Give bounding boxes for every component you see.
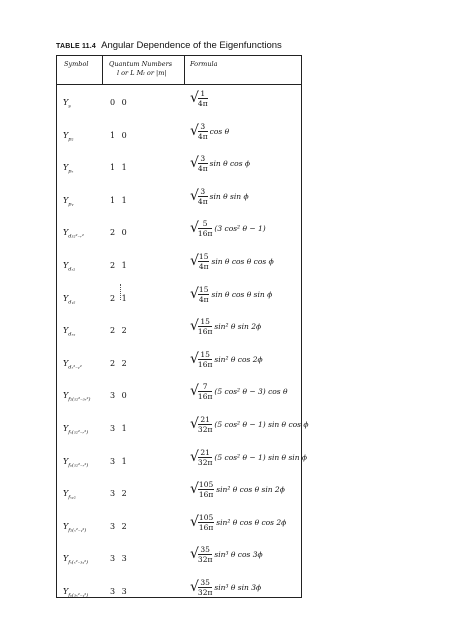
sqrt-icon: √ bbox=[190, 253, 199, 269]
table-row bbox=[57, 285, 301, 315]
row-formula: √ $\frac{35}{32\pi}$ sin³ θ cos 3ϕ bbox=[190, 545, 263, 565]
row-symbol: $Y_{p_2}$ bbox=[63, 130, 74, 143]
row-formula: √ $\frac{3}{4\pi}$ cos θ bbox=[190, 121, 230, 141]
table-row bbox=[57, 578, 301, 608]
row-symbol: $Y_{d_{32}^2_-ᵣ^2}$ bbox=[63, 228, 84, 240]
sqrt-icon: √ bbox=[190, 383, 199, 400]
sqrt-icon: √ bbox=[190, 285, 199, 302]
row-formula: √ $\frac{35}{32\pi}$ sin³ θ sin 3ϕ bbox=[190, 578, 262, 597]
row-quantum-numbers: 2 2 bbox=[110, 358, 127, 368]
row-formula: √ $\frac{15}{4\pi}$ sin θ cos θ cos ϕ bbox=[190, 252, 274, 271]
row-formula: √ $\frac{15}{4\pi}$ sin θ cos θ sin ϕ bbox=[190, 284, 273, 304]
row-quantum-numbers: 3 2 bbox=[110, 489, 127, 499]
fraction: $\frac{15}{16\pi}$ bbox=[197, 349, 213, 369]
row-formula: √ $\frac{3}{4\pi}$ sin θ sin ϕ bbox=[190, 186, 249, 206]
fraction: $\frac{15}{16\pi}$ bbox=[197, 317, 213, 337]
row-quantum-numbers: 1 0 bbox=[110, 130, 127, 140]
row-quantum-numbers: 3 3 bbox=[110, 554, 127, 564]
fraction: $\frac{7}{16\pi}$ bbox=[197, 382, 213, 402]
table-row bbox=[57, 545, 301, 575]
sqrt-icon: √ bbox=[190, 579, 199, 595]
sqrt-icon: √ bbox=[190, 481, 199, 498]
row-formula: √ $\frac{3}{4\pi}$ sin θ cos ϕ bbox=[190, 154, 251, 174]
row-formula: √ $\frac{7}{16\pi}$ (5 cos² θ − 3) cos θ bbox=[190, 382, 288, 402]
row-symbol: $Y_{f_x(_{52}^2_-ᵣ^2)}$ bbox=[63, 424, 89, 436]
margin-mark bbox=[120, 284, 123, 300]
row-quantum-numbers: 3 2 bbox=[110, 521, 127, 531]
table-row bbox=[57, 187, 301, 217]
table-header bbox=[57, 56, 301, 85]
header-formula: Formula bbox=[190, 60, 218, 68]
row-symbol: $Y_{f_xᵧ_2}$ bbox=[63, 489, 76, 501]
fraction: $\frac{1}{4\pi}$ bbox=[197, 89, 208, 108]
sqrt-icon: √ bbox=[190, 350, 199, 367]
fraction: $\frac{105}{16\pi}$ bbox=[198, 480, 214, 500]
row-formula: √ $\frac{5}{16\pi}$ (3 cos² θ − 1) bbox=[190, 219, 266, 239]
sqrt-icon: √ bbox=[190, 90, 199, 106]
row-symbol: $Y_{f_2(_{52}^2_{-3}ᵣ^2)}$ bbox=[63, 391, 91, 403]
header-divider bbox=[184, 56, 185, 84]
row-symbol: $Y_{f_2(_x^2_-ᵧ^2)}$ bbox=[63, 521, 87, 534]
row-quantum-numbers: 2 1 bbox=[110, 261, 127, 270]
table-row bbox=[57, 252, 301, 282]
fraction: $\frac{15}{4\pi}$ bbox=[198, 284, 209, 304]
row-formula: √ $\frac{15}{16\pi}$ sin² θ sin 2ϕ bbox=[190, 317, 262, 337]
table-row bbox=[57, 415, 309, 445]
table-row bbox=[57, 317, 301, 347]
table-title: Angular Dependence of the Eigenfunctions bbox=[101, 40, 282, 51]
sqrt-icon: √ bbox=[190, 318, 199, 335]
table-row bbox=[57, 350, 301, 380]
table-row bbox=[57, 154, 301, 184]
row-formula: √ $\frac{15}{16\pi}$ sin² θ cos 2ϕ bbox=[190, 349, 263, 369]
row-symbol: $Y_{dᵧ_2}$ bbox=[63, 293, 76, 306]
fraction: $\frac{105}{16\pi}$ bbox=[198, 512, 214, 532]
fraction: $\frac{3}{4\pi}$ bbox=[197, 186, 208, 206]
row-symbol: $Y_{fᵧ(_{52}^2_-ᵣ^2)}$ bbox=[63, 456, 89, 469]
sqrt-icon: √ bbox=[190, 187, 199, 204]
row-symbol: $Y_s$ bbox=[63, 98, 71, 110]
row-quantum-numbers: 2 2 bbox=[110, 326, 127, 336]
table-row bbox=[57, 382, 301, 412]
table-row bbox=[57, 219, 301, 249]
fraction: $\frac{3}{4\pi}$ bbox=[197, 154, 208, 174]
row-symbol: $Y_{pᵧ}$ bbox=[63, 195, 74, 208]
fraction: $\frac{35}{32\pi}$ bbox=[197, 545, 213, 565]
fraction: $\frac{15}{4\pi}$ bbox=[198, 252, 209, 271]
row-formula: √ $\frac{105}{16\pi}$ sin² θ cos θ cos 2ϕ bbox=[190, 512, 287, 532]
row-symbol: $Y_{d_xᵧ}$ bbox=[63, 326, 76, 338]
row-symbol: $Y_{d_x^2_-ᵧ^2}$ bbox=[63, 358, 82, 371]
row-formula: √ $\frac{21}{32\pi}$ (5 cos² θ − 1) sin θ cos ϕ bbox=[190, 415, 309, 434]
header-quantum-subtitle: l or L Mₗ or |m| bbox=[117, 69, 167, 77]
sqrt-icon: √ bbox=[190, 448, 199, 465]
row-quantum-numbers: 2 0 bbox=[110, 228, 127, 238]
fraction: $\frac{3}{4\pi}$ bbox=[197, 121, 208, 141]
row-symbol: $Y_{f_x(_x^2_{-3}ᵧ^2)}$ bbox=[63, 554, 89, 566]
row-formula: √ $\frac{105}{16\pi}$ sin² θ cos θ sin 2ϕ bbox=[190, 480, 285, 500]
header-symbol: Symbol bbox=[64, 60, 89, 68]
row-symbol: $Y_{d_{x2}}$ bbox=[63, 261, 76, 273]
table-caption bbox=[56, 40, 416, 51]
row-formula: √ $\frac{21}{32\pi}$ (5 cos² θ − 1) sin θ sin ϕ bbox=[190, 447, 308, 467]
table-label: TABLE 11.4 bbox=[56, 43, 96, 50]
row-quantum-numbers: 3 0 bbox=[110, 391, 127, 401]
sqrt-icon: √ bbox=[190, 220, 199, 237]
fraction: $\frac{21}{32\pi}$ bbox=[197, 447, 213, 467]
row-quantum-numbers: 3 3 bbox=[110, 587, 127, 596]
row-quantum-numbers: 1 1 bbox=[110, 163, 127, 173]
sqrt-icon: √ bbox=[190, 122, 199, 139]
sqrt-icon: √ bbox=[190, 416, 199, 432]
row-symbol: $Y_{p_x}$ bbox=[63, 163, 74, 175]
table-row bbox=[57, 447, 308, 478]
fraction: $\frac{5}{16\pi}$ bbox=[197, 219, 213, 239]
row-formula bbox=[190, 89, 210, 108]
header-quantum-numbers: Quantum Numbers bbox=[109, 60, 173, 68]
header-divider bbox=[102, 56, 103, 84]
row-quantum-numbers: 0 0 bbox=[110, 98, 127, 107]
table-row bbox=[57, 89, 301, 119]
row-quantum-numbers: 1 1 bbox=[110, 195, 127, 205]
table-row bbox=[57, 513, 301, 543]
eigenfunction-table bbox=[56, 55, 309, 599]
row-quantum-numbers: 3 1 bbox=[110, 456, 127, 466]
fraction: $\frac{21}{32\pi}$ bbox=[197, 415, 213, 434]
row-symbol: $Y_{fᵧ(_{3x}^2_-ᵧ^2)}$ bbox=[63, 587, 89, 599]
table-row bbox=[57, 122, 301, 152]
sqrt-icon: √ bbox=[190, 513, 199, 530]
fraction: $\frac{35}{32\pi}$ bbox=[197, 578, 213, 597]
sqrt-icon: √ bbox=[190, 155, 199, 172]
row-quantum-numbers: 3 1 bbox=[110, 424, 127, 433]
row-quantum-numbers: 2 1 bbox=[110, 293, 127, 303]
sqrt-icon: √ bbox=[190, 546, 199, 563]
table-row bbox=[57, 480, 301, 510]
